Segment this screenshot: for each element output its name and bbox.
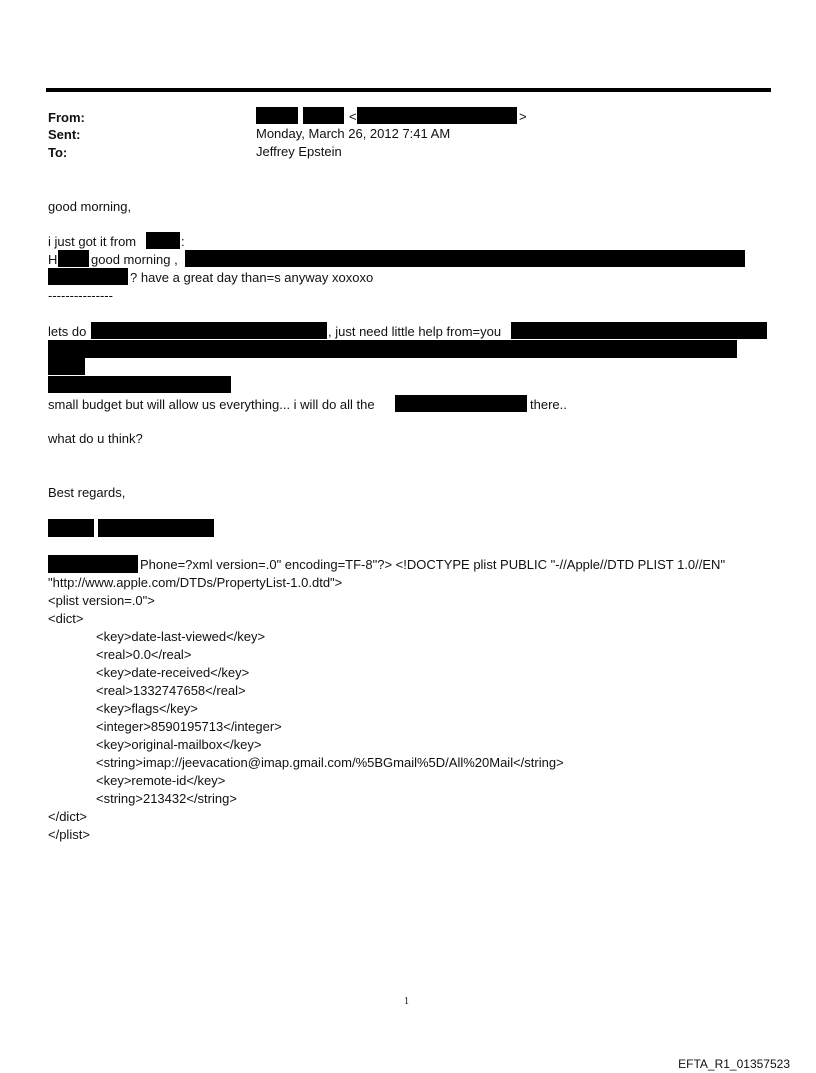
got-it-text: i just got it from — [48, 234, 137, 249]
plist-line: <string>imap://jeevacation@imap.gmail.com/%5BGmail%5D/All%20Mail</string> — [96, 755, 564, 770]
redaction-box — [48, 519, 94, 537]
redaction-box — [91, 322, 327, 339]
plist-line: <key>flags</key> — [96, 701, 198, 716]
need-help-text: , just need little help from=you — [328, 324, 502, 339]
separator-dashes: --------------- — [48, 288, 113, 303]
plist-line: <string>213432</string> — [96, 791, 237, 806]
from-email-close: > — [519, 109, 527, 124]
plist-line: <key>date-last-viewed</key> — [96, 629, 266, 644]
sent-label: Sent: — [48, 127, 81, 142]
to-value: Jeffrey Epstein — [256, 144, 342, 159]
plist-open: <plist version=.0"> — [48, 593, 155, 608]
lets-do-text: lets do — [48, 324, 87, 339]
redaction-box — [185, 250, 745, 267]
h-prefix: H — [48, 252, 58, 267]
redaction-box — [48, 340, 737, 358]
sent-value: Monday, March 26, 2012 7:41 AM — [256, 126, 451, 141]
redaction-box — [98, 519, 214, 537]
plist-line: <key>date-received</key> — [96, 665, 250, 680]
redaction-box — [48, 358, 85, 375]
redaction-box — [511, 322, 767, 339]
redaction-box — [48, 555, 138, 573]
greeting: good morning, — [48, 199, 132, 214]
from-email-open: < — [349, 109, 357, 124]
good-morning-text: good morning , — [91, 252, 178, 267]
redaction-box — [48, 376, 231, 393]
redaction-box — [146, 232, 180, 249]
top-rule — [46, 88, 771, 92]
redaction-box — [58, 250, 89, 267]
plist-line: <real>1332747658</real> — [96, 683, 246, 698]
document-id: EFTA_R1_01357523 — [678, 1057, 790, 1071]
from-label: From: — [48, 110, 85, 125]
there-text: there.. — [530, 397, 567, 412]
dict-open: <dict> — [48, 611, 84, 626]
redaction-box — [395, 395, 527, 412]
plist-line: <key>remote-id</key> — [96, 773, 226, 788]
to-label: To: — [48, 145, 68, 160]
redaction-box — [48, 268, 128, 285]
question-text: what do u think? — [48, 431, 143, 446]
page-number: 1 — [404, 996, 409, 1007]
redaction-box — [256, 107, 298, 124]
plist-line: <integer>8590195713</integer> — [96, 719, 282, 734]
redaction-box — [303, 107, 344, 124]
dict-close: </dict> — [48, 809, 88, 824]
plist-close: </plist> — [48, 827, 90, 842]
redaction-box — [357, 107, 517, 124]
plist-phone-line: Phone=?xml version=.0" encoding=TF-8"?> <!DOCTYPE plist PUBLIC "-//Apple//DTD PLIST 1.0//EN" — [140, 557, 726, 572]
small-budget-text: small budget but will allow us everything... i will do all the — [48, 397, 375, 412]
regards-text: Best regards, — [48, 485, 126, 500]
plist-line: <real>0.0</real> — [96, 647, 192, 662]
plist-line: <key>original-mailbox</key> — [96, 737, 262, 752]
have-day-text: ? have a great day than=s anyway xoxoxo — [130, 270, 374, 285]
got-it-colon: : — [181, 234, 185, 249]
plist-dtd-line: "http://www.apple.com/DTDs/PropertyList-1.0.dtd"> — [48, 575, 343, 590]
